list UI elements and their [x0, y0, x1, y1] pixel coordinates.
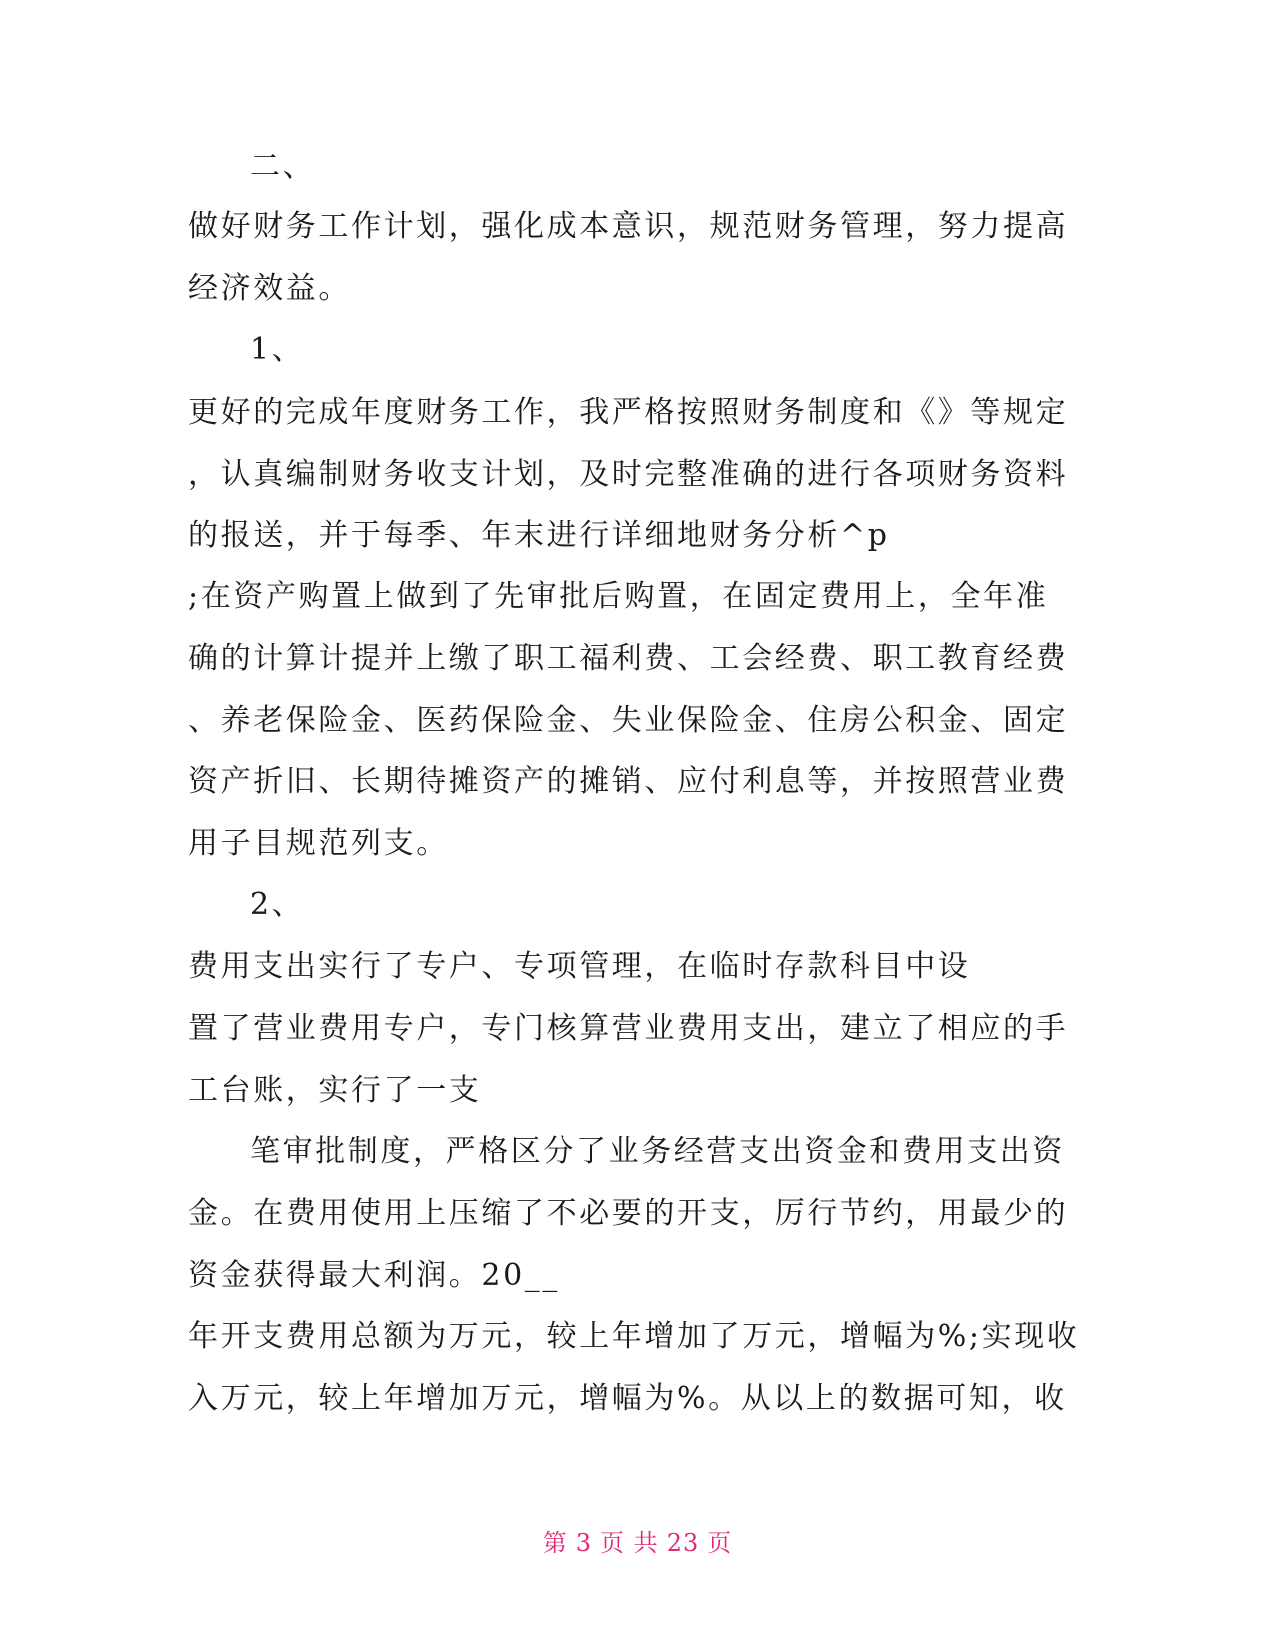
text-line: ;在资产购置上做到了先审批后购置，在固定费用上，全年准 [188, 579, 1049, 614]
footer-middle: 页 共 [600, 1529, 659, 1557]
text-line: 资金获得最大利润。20__ [188, 1258, 560, 1293]
text-line: 的报送，并于每季、年末进行详细地财务分析^p [188, 518, 890, 553]
text-line: 笔审批制度，严格区分了业务经营支出资金和费用支出资 [250, 1134, 1065, 1169]
text-line: 置了营业费用专户，专门核算营业费用支出，建立了相应的手 [188, 1011, 1069, 1046]
text-line: 更好的完成年度财务工作，我严格按照财务制度和《》等规定 [188, 395, 1069, 430]
footer-prefix: 第 [542, 1529, 568, 1557]
page-footer [0, 1528, 1275, 1558]
item-number-2: 2、 [250, 887, 305, 922]
section-heading-2: 二、 [250, 149, 316, 184]
text-line: 确的计算计提并上缴了职工福利费、工会经费、职工教育经费 [188, 641, 1069, 676]
item-number-1: 1、 [250, 332, 305, 367]
text-line: 用子目规范列支。 [188, 826, 449, 861]
footer-suffix: 页 [707, 1529, 733, 1557]
text-line: 资产折旧、长期待摊资产的摊销、应付利息等，并按照营业费 [188, 764, 1069, 799]
text-line: 费用支出实行了专户、专项管理，在临时存款科目中设 [188, 949, 971, 984]
text-line: ，认真编制财务收支计划，及时完整准确的进行各项财务资料 [188, 457, 1069, 492]
text-line: 金。在费用使用上压缩了不必要的开支，厉行节约，用最少的 [188, 1196, 1069, 1231]
page-number: 3 [575, 1529, 593, 1557]
text-line: 经济效益。 [188, 271, 351, 306]
text-line: 年开支费用总额为万元，较上年增加了万元，增幅为%;实现收 [188, 1319, 1080, 1354]
text-line: 、养老保险金、医药保险金、失业保险金、住房公积金、固定 [188, 703, 1069, 738]
text-line: 入万元，较上年增加万元，增幅为%。从以上的数据可知，收 [188, 1381, 1067, 1416]
total-pages: 23 [666, 1529, 700, 1557]
text-line: 做好财务工作计划，强化成本意识，规范财务管理，努力提高 [188, 209, 1069, 244]
text-line: 工台账，实行了一支 [188, 1073, 482, 1108]
